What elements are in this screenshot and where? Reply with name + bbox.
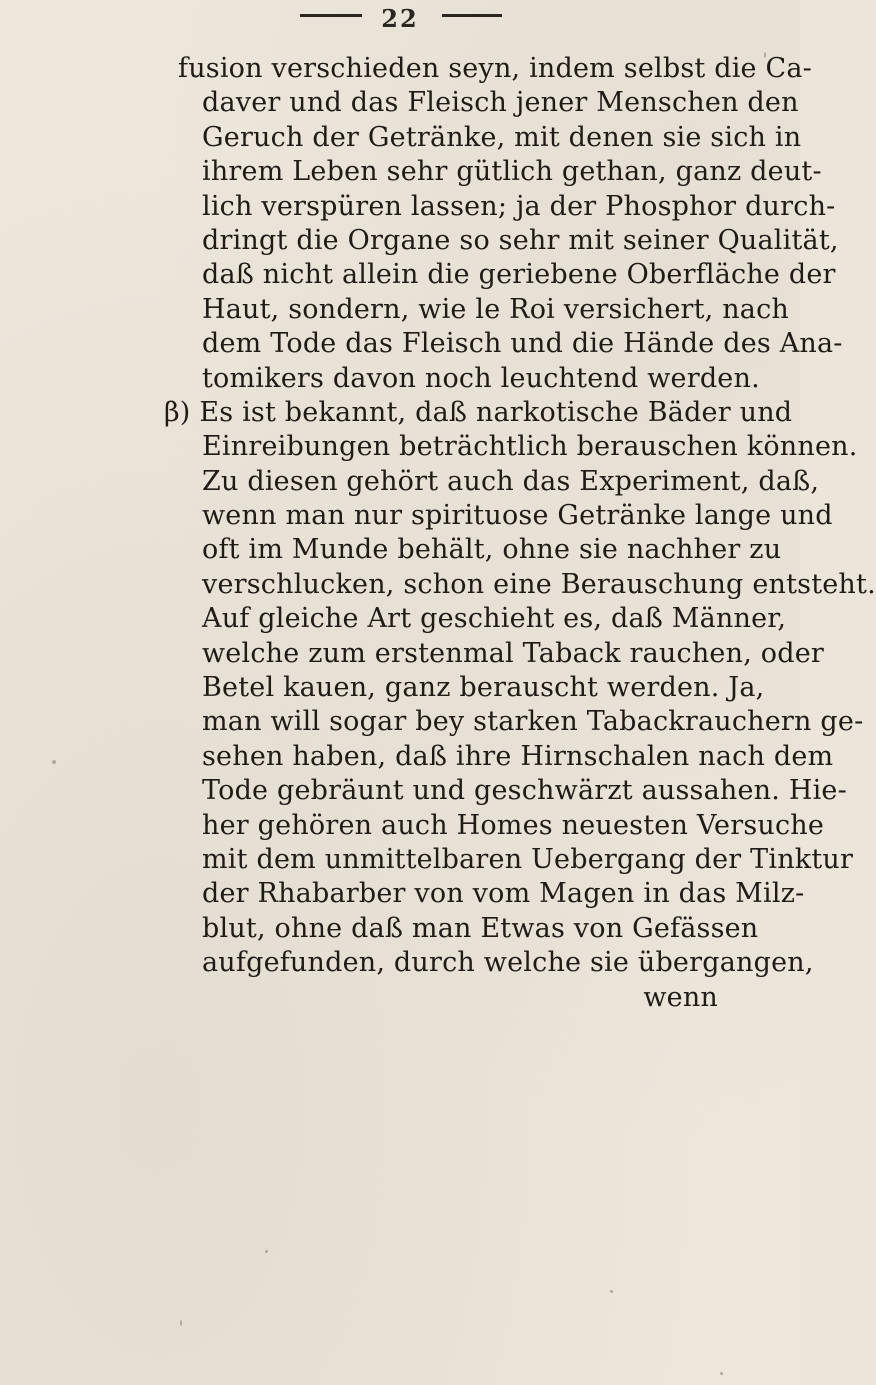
text-line: ihrem Leben sehr gütlich gethan, ganz deut-	[202, 156, 822, 188]
text-line: mit dem unmittelbaren Uebergang der Tinktur	[202, 843, 854, 875]
text-line: wenn man nur spirituose Getränke lange und	[202, 500, 833, 532]
paper-speck	[52, 760, 56, 764]
body-text	[164, 52, 876, 1015]
text-line: Auf gleiche Art geschieht es, daß Männer,	[202, 603, 787, 635]
text-line: verschlucken, schon eine Berauschung entsteht.	[202, 568, 876, 600]
paper-speck	[764, 52, 766, 58]
catchword: wenn	[643, 981, 718, 1013]
text-line: fusion verschieden seyn, indem selbst die Ca-	[178, 53, 812, 84]
text-line: Betel kauen, ganz berauscht werden. Ja,	[202, 672, 765, 704]
text-line: daß nicht allein die geriebene Oberfläche der	[202, 259, 836, 291]
text-line: aufgefunden, durch welche sie übergangen,	[202, 947, 814, 979]
text-line: sehen haben, daß ihre Hirnschalen nach dem	[202, 740, 834, 772]
text-line: dem Tode das Fleisch und die Hände des Ana-	[202, 328, 843, 360]
text-line: blut, ohne daß man Etwas von Gefässen	[202, 912, 759, 944]
text-line: Haut, sondern, wie le Roi versichert, nach	[202, 293, 790, 325]
text-line: Zu diesen gehört auch das Experiment, daß,	[202, 465, 820, 497]
paper-speck	[265, 1250, 268, 1253]
text-line: daver und das Fleisch jener Menschen den	[202, 87, 799, 119]
paper-speck	[720, 1372, 723, 1375]
text-line: welche zum erstenmal Taback rauchen, oder	[202, 637, 824, 669]
text-line: tomikers davon noch leuchtend werden.	[202, 362, 760, 394]
text-line: oft im Munde behält, ohne sie nachher zu	[202, 534, 782, 566]
text-line: her gehören auch Homes neuesten Versuche	[202, 809, 825, 841]
header-rule-right	[442, 14, 502, 17]
paper-speck	[180, 1320, 182, 1326]
text-line-paragraph-beta: β) Es ist bekannt, daß narkotische Bäder und	[164, 396, 793, 428]
text-line: Tode gebräunt und geschwärzt aussahen. Hie-	[202, 775, 847, 807]
text-line: man will sogar bey starken Tabackrauchern ge-	[202, 706, 864, 738]
paper-speck	[610, 1290, 613, 1293]
text-line: dringt die Organe so sehr mit seiner Qualität,	[202, 224, 839, 256]
page-number: 22	[381, 4, 419, 33]
text-line: der Rhabarber von vom Magen in das Milz-	[202, 878, 805, 910]
text-line: Geruch der Getränke, mit denen sie sich in	[202, 121, 802, 153]
text-line: lich verspüren lassen; ja der Phosphor durch-	[202, 190, 836, 222]
text-line: Einreibungen beträchtlich berauschen können.	[202, 431, 858, 463]
